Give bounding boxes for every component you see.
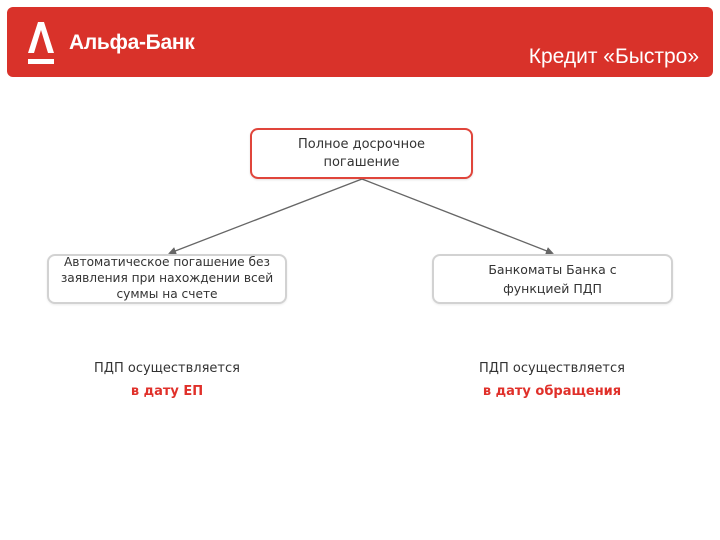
branch-left-note-text: ПДП осуществляется	[94, 361, 240, 376]
branch-left-note	[67, 357, 267, 403]
branch-left-label: Автоматическое погашение без заявления при нахождении всей суммы на счете	[60, 255, 274, 301]
branch-right-label: Банкоматы Банка с функцией ПДП	[488, 261, 617, 296]
connector-left-arrow	[170, 179, 362, 253]
header-banner	[7, 7, 713, 77]
branch-right-note-accent: в дату обращения	[482, 384, 622, 399]
branch-left-box	[47, 254, 287, 304]
alfa-bank-logo-icon	[25, 19, 57, 67]
connector-right-arrow	[362, 179, 552, 253]
branch-right-box	[432, 254, 673, 304]
root-node-label: Полное досрочное погашение	[297, 137, 426, 170]
branch-left-note-accent: в дату ЕП	[130, 384, 204, 399]
root-node-box	[250, 128, 473, 179]
brand-name: Альфа-Банк	[69, 31, 195, 54]
branch-right-note	[452, 357, 652, 403]
branch-right-note-text: ПДП осуществляется	[479, 361, 625, 376]
slide-title: Кредит «Быстро»	[528, 45, 699, 68]
